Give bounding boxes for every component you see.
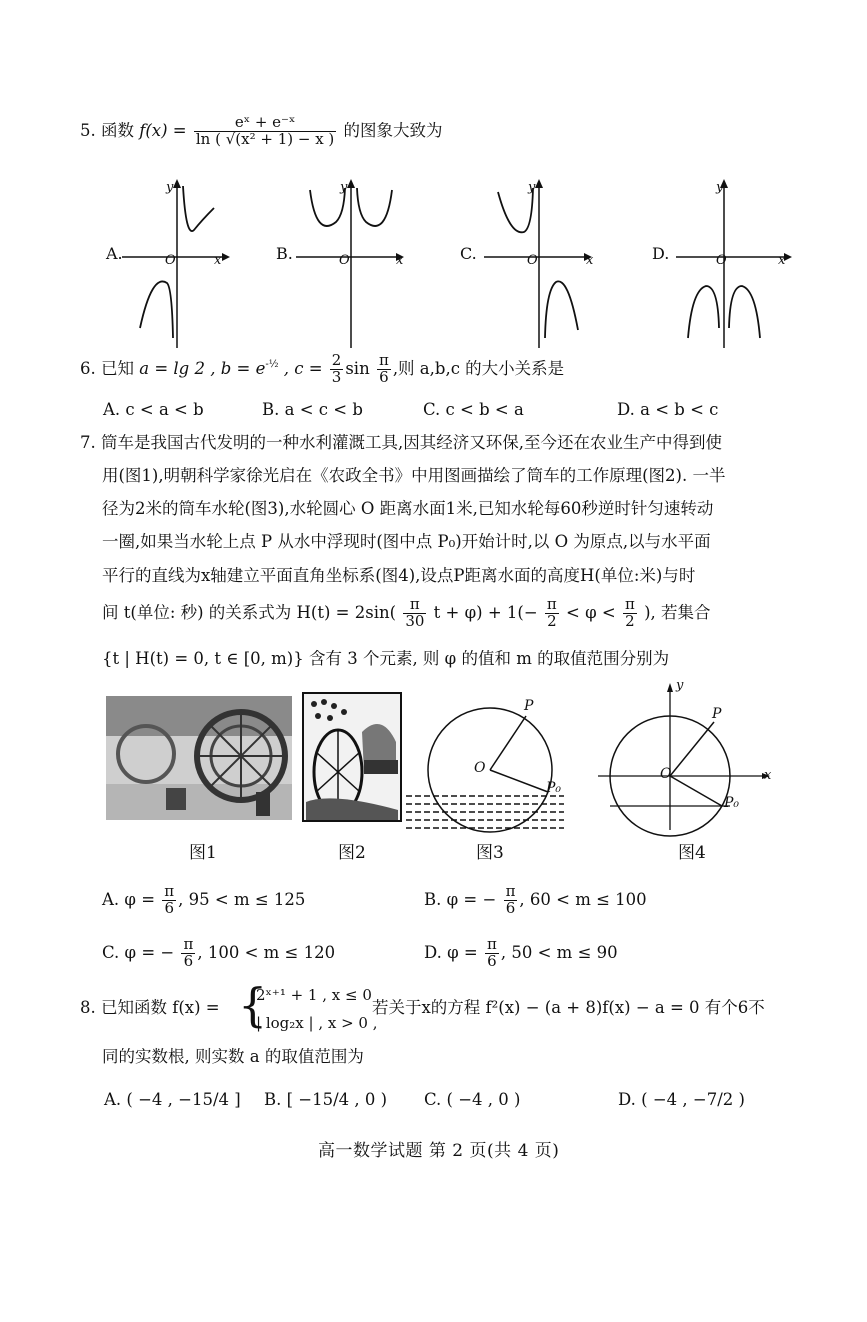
q7-frac-pi-2-a-den: 2 [547,611,557,630]
q7-a-frac-den: 6 [164,898,174,917]
q8-prefix: 8. 已知函数 f(x) = [80,998,220,1017]
q5-fraction [194,115,336,148]
q7-d-pre: D. φ = [424,942,478,962]
q5-d-x: x [778,253,786,268]
q7-frac-pi-2-b-den: 2 [625,611,635,630]
q6-b-exp: -½ [265,358,279,370]
q7-d-frac-num: π [487,935,497,953]
q5-c-o: O [527,253,538,268]
q5-suffix: 的图象大致为 [343,120,443,140]
q6-option-d[interactable]: D. a < b < c [617,400,719,419]
q6-suffix: ,则 a,b,c 的大小关系是 [392,358,565,378]
q7-c-pre: C. φ = − [102,942,175,962]
q8-option-d[interactable]: D. ( −4 , −7/2 ) [618,1090,745,1109]
q7-d-frac-den: 6 [487,951,497,970]
fig4-diagram [596,680,776,830]
q5-b-y: y [340,180,348,195]
q6-option-c[interactable]: C. c < b < a [423,400,524,419]
q5-a-x: x [214,253,222,268]
page-footer: 高一数学试题 第 2 页(共 4 页) [318,1141,560,1161]
q7-option-a[interactable] [102,884,305,917]
fig3-label-p: P [524,698,534,714]
q6-sin-frac-num: π [378,351,389,369]
q5-d-o: O [716,253,727,268]
q5-a-o: O [165,253,176,268]
fig3-diagram [404,700,574,840]
q7-b-frac [504,884,518,917]
q7-line-2: 用(图1),明朝科学家徐光启在《农政全书》中用图画描绘了筒车的工作原理(图2). 一半 [102,466,726,485]
q7-c-frac [181,937,195,970]
fig3-caption: 图3 [476,843,504,863]
q6-prefix: 6. 已知 [80,358,134,378]
fig4-label-x: x [764,768,772,783]
q7-frac-pi-30-den: 30 [405,611,425,630]
fig1-caption: 图1 [189,843,217,863]
fig4-label-o: O [660,766,672,782]
fig4-label-y: y [676,678,684,693]
q7-line6-c: < φ < [566,602,616,622]
q6-c-fraction [330,353,344,386]
q8-option-a[interactable]: A. ( −4 , −15/4 ] [104,1090,241,1109]
q8-case-2: | log₂x | , x > 0 , [256,1014,378,1032]
q6-option-b[interactable]: B. a < c < b [262,400,363,419]
q7-b-frac-num: π [505,882,516,900]
q8-line-2: 同的实数根, 则实数 a 的取值范围为 [102,1047,364,1066]
q7-line-5: 平行的直线为x轴建立平面直角坐标系(图4),设点P距离水面的高度H(单位:米)与时 [102,566,696,585]
q7-line-3: 径为2米的筒车水轮(图3),水轮圆心 O 距离水面1米,已知水轮每60秒逆时针匀速转动 [102,499,714,518]
q7-a-frac-num: π [164,882,175,900]
q5-d-y: y [716,180,724,195]
q7-frac-pi-2-b-num: π [624,595,635,613]
q6-sin: sin [345,358,370,378]
q7-line6-b: t + φ) + 1(− [433,602,538,622]
q6-a-def: a = lg 2 , [139,358,216,378]
q5-fx: f(x) = [139,120,187,140]
q5-b-o: O [339,253,350,268]
q5-option-d-letter: D. [652,244,670,263]
q6-stem [80,353,564,386]
fig3-label-o: O [474,760,486,776]
q5-option-b-letter: B. [276,244,293,263]
q7-frac-pi-2-b [623,597,637,630]
q8-option-b[interactable]: B. [ −15/4 , 0 ) [264,1090,388,1109]
q7-frac-pi-30 [403,597,426,630]
q8-brace: { [238,978,268,1032]
q5-graph-b [296,178,406,348]
q7-d-frac [485,937,499,970]
q5-stem [80,115,443,148]
q6-option-a[interactable]: A. c < a < b [103,400,204,419]
q7-c-frac-num: π [183,935,194,953]
q6-sin-fraction [377,353,391,386]
q5-prefix: 5. 函数 [80,120,134,140]
q7-line-1: 7. 筒车是我国古代发明的一种水利灌溉工具,因其经济又环保,至今还在农业生产中得到使 [80,433,722,452]
q8-case-1: 2ˣ⁺¹ + 1 , x ≤ 0 [256,986,372,1004]
q7-d-post: , 50 < m ≤ 90 [500,942,618,962]
q6-c-def: , c = [283,358,323,378]
q7-option-c[interactable] [102,937,335,970]
q5-option-c-letter: C. [460,244,477,263]
q7-a-post: , 95 < m ≤ 125 [178,889,306,909]
fig2-engraving [302,692,402,822]
q5-a-y: y [166,180,174,195]
q7-c-post: , 100 < m ≤ 120 [197,942,336,962]
q7-frac-pi-2-a-num: π [546,595,557,613]
fig4-caption: 图4 [678,843,706,863]
q7-frac-pi-30-num: π [403,597,426,614]
q7-frac-pi-2-a [545,597,559,630]
q5-denominator: ln ( √(x² + 1) − x ) [195,129,335,148]
q5-graph-c [484,178,594,348]
q5-c-y: y [528,180,536,195]
fig4-label-p: P [712,706,722,722]
q8-option-c[interactable]: C. ( −4 , 0 ) [424,1090,521,1109]
q5-b-x: x [396,253,404,268]
q6-b-def: b = e [220,358,266,378]
fig3-label-p0: P₀ [546,780,562,796]
q7-b-frac-den: 6 [505,898,516,917]
q6-c-frac-den: 3 [331,367,342,386]
fig2-caption: 图2 [338,843,366,863]
q5-option-a-letter: A. [106,244,123,263]
q8-suffix: 若关于x的方程 f²(x) − (a + 8)f(x) − a = 0 有个6不 [372,998,765,1017]
q7-c-frac-den: 6 [183,951,194,970]
q7-option-d[interactable] [424,937,618,970]
q6-c-frac-num: 2 [331,351,342,369]
q7-line6-d: ), 若集合 [644,602,711,622]
q7-a-pre: A. φ = [102,889,156,909]
fig1-waterwheel-photo [106,696,292,820]
q7-line6-a: 间 t(单位: 秒) 的关系式为 H(t) = 2sin( [102,602,397,622]
q7-line-7: {t | H(t) = 0, t ∈ [0, m)} 含有 3 个元素, 则 φ 的值和 m 的取值范围分别为 [102,649,670,668]
q7-b-pre: B. φ = − [424,889,497,909]
q7-line-6 [102,597,711,630]
q6-sin-frac-den: 6 [379,367,389,386]
q7-a-frac [162,884,176,917]
q5-numerator: eˣ + e⁻ˣ [194,115,336,132]
q5-c-x: x [586,253,594,268]
q7-line-4: 一圈,如果当水轮上点 P 从水中浮现时(图中点 P₀)开始计时,以 O 为原点,以与水平面 [102,532,711,551]
q7-b-post: , 60 < m ≤ 100 [519,889,647,909]
q7-option-b[interactable] [424,884,647,917]
fig4-label-p0: P₀ [724,795,740,811]
